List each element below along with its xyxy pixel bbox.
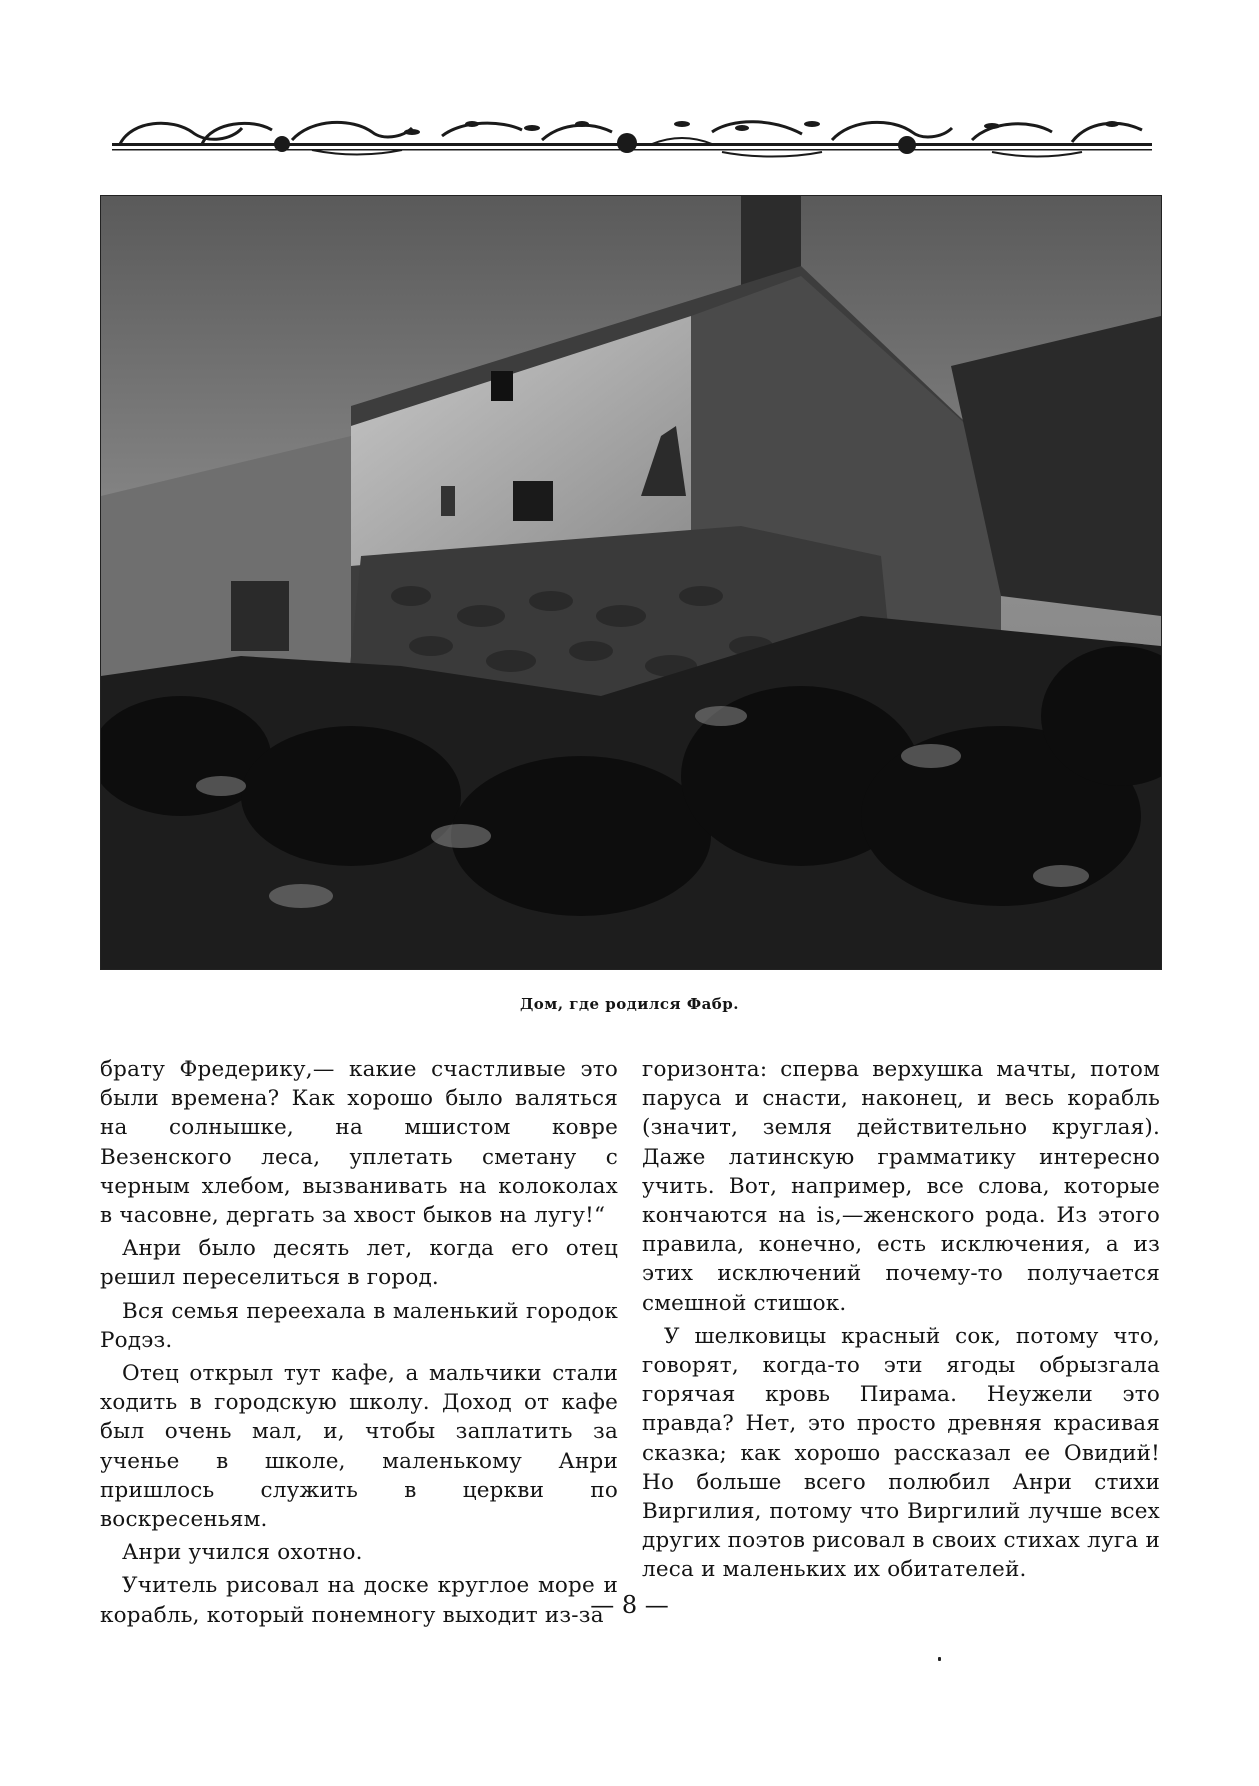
right-text-column — [642, 1055, 1160, 1589]
print-speck — [938, 1657, 941, 1661]
paragraph: Отец открыл тут кафе, а мальчики стали ходить в городскую школу. Доход от кафе был очень мал, и, чтобы заплатить за ученье в школе, маленькому Анри пришлось служить в церкви по воскресеньям. — [100, 1361, 618, 1533]
page-number: — 8 — — [590, 1591, 669, 1619]
paragraph: Учитель рисовал на доске круглое море и корабль, который понемногу выходит из-за — [100, 1573, 618, 1628]
paragraph: Вся семья переехала в маленький городок Родэз. — [100, 1298, 618, 1353]
paragraph: горизонта: сперва верхушка мачты, потом паруса и снасти, наконец, и весь корабль (значит, земля действительно круглая). Даже латинскую грамматику интересно учить. Вот, например, все слова, которые кончаются на is,—женского рода. Из этого правила, конечно, есть исключения, а из этих исключений почему-то получается смешной стишок. — [642, 1057, 1160, 1316]
photo-caption: Дом, где родился Фабр. — [519, 995, 740, 1013]
decorative-ornament-border — [112, 110, 1152, 160]
paragraph: Анри было десять лет, когда его отец решил переселиться в город. — [100, 1236, 618, 1291]
paragraph: Анри учился охотно. — [122, 1540, 363, 1566]
paragraph: брату Фредерику,— какие счастливые это были времена? Как хорошо было валяться на солнышке, на мшистом ковре Везенского леса, уплетать сметану с черным хлебом, вызванивать на колоколах в часовне, дергать за хвост быков на лугу!“ — [100, 1057, 618, 1229]
house-photograph — [100, 195, 1162, 970]
left-text-column — [100, 1055, 618, 1634]
paragraph: У шелковицы красный сок, потому что, говорят, когда-то эти ягоды обрызгала горячая кровь Пирама. Неужели это правда? Нет, это просто древняя красивая сказка; как хорошо рассказал ее Овидий! Но больше всего полюбил Анри стихи Виргилия, потому что Виргилий лучше всех других поэтов рисовал в своих стихах луга и леса и маленьких их обитателей. — [642, 1323, 1160, 1583]
